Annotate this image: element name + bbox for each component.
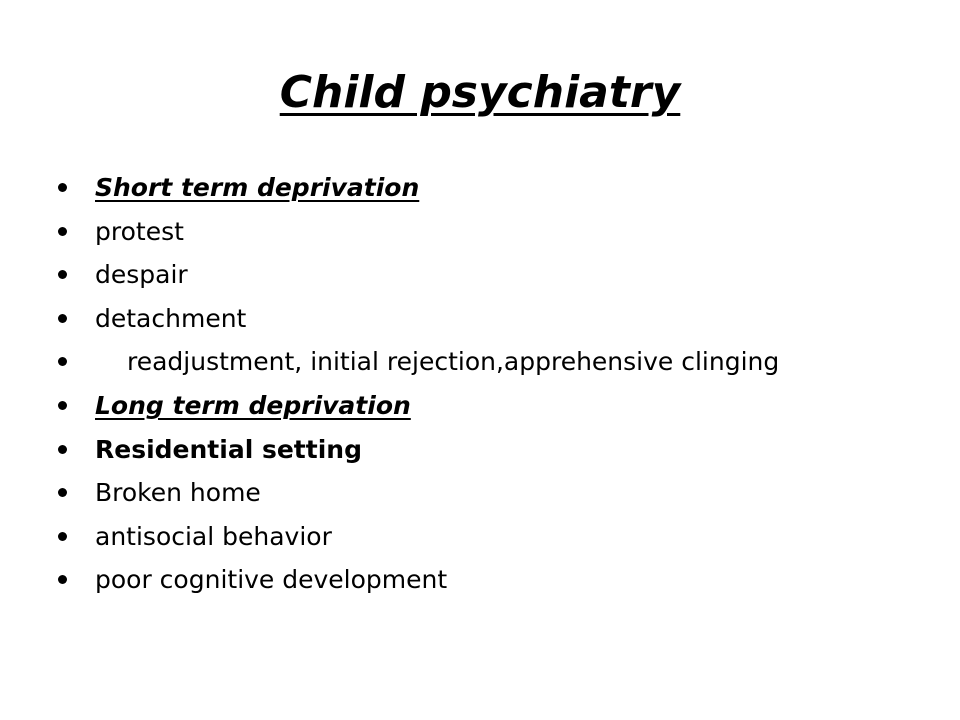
bullet-text: Broken home [95, 478, 261, 508]
bullet-text: Residential setting [95, 434, 362, 464]
bullet-item [58, 297, 779, 341]
bullet-icon [58, 445, 67, 454]
bullet-icon [58, 227, 67, 236]
bullet-icon [58, 401, 67, 410]
bullet-icon [58, 314, 67, 323]
bullet-item [58, 558, 779, 602]
bullet-item [58, 166, 779, 210]
bullet-item [58, 428, 779, 472]
bullet-icon [58, 183, 67, 192]
bullet-icon [58, 488, 67, 497]
bullet-icon [58, 357, 67, 366]
bullet-text: detachment [95, 303, 247, 333]
bullet-text: Long term deprivation [95, 390, 411, 420]
bullet-text: Short term deprivation [95, 173, 420, 202]
bullet-item [58, 210, 779, 254]
bullet-item [58, 471, 779, 515]
bullet-icon [58, 270, 67, 279]
bullet-list [58, 166, 779, 602]
bullet-icon [58, 532, 67, 541]
bullet-item [58, 384, 779, 428]
bullet-text: despair [95, 260, 188, 290]
bullet-item [58, 340, 779, 384]
slide-title: Child psychiatry [279, 67, 681, 118]
bullet-icon [58, 575, 67, 584]
bullet-item [58, 515, 779, 559]
bullet-text: antisocial behavior [95, 521, 332, 551]
bullet-item [58, 253, 779, 297]
bullet-text: readjustment, initial rejection,apprehensive clinging [127, 347, 780, 377]
bullet-text: poor cognitive development [95, 565, 448, 595]
bullet-text: protest [95, 216, 184, 246]
